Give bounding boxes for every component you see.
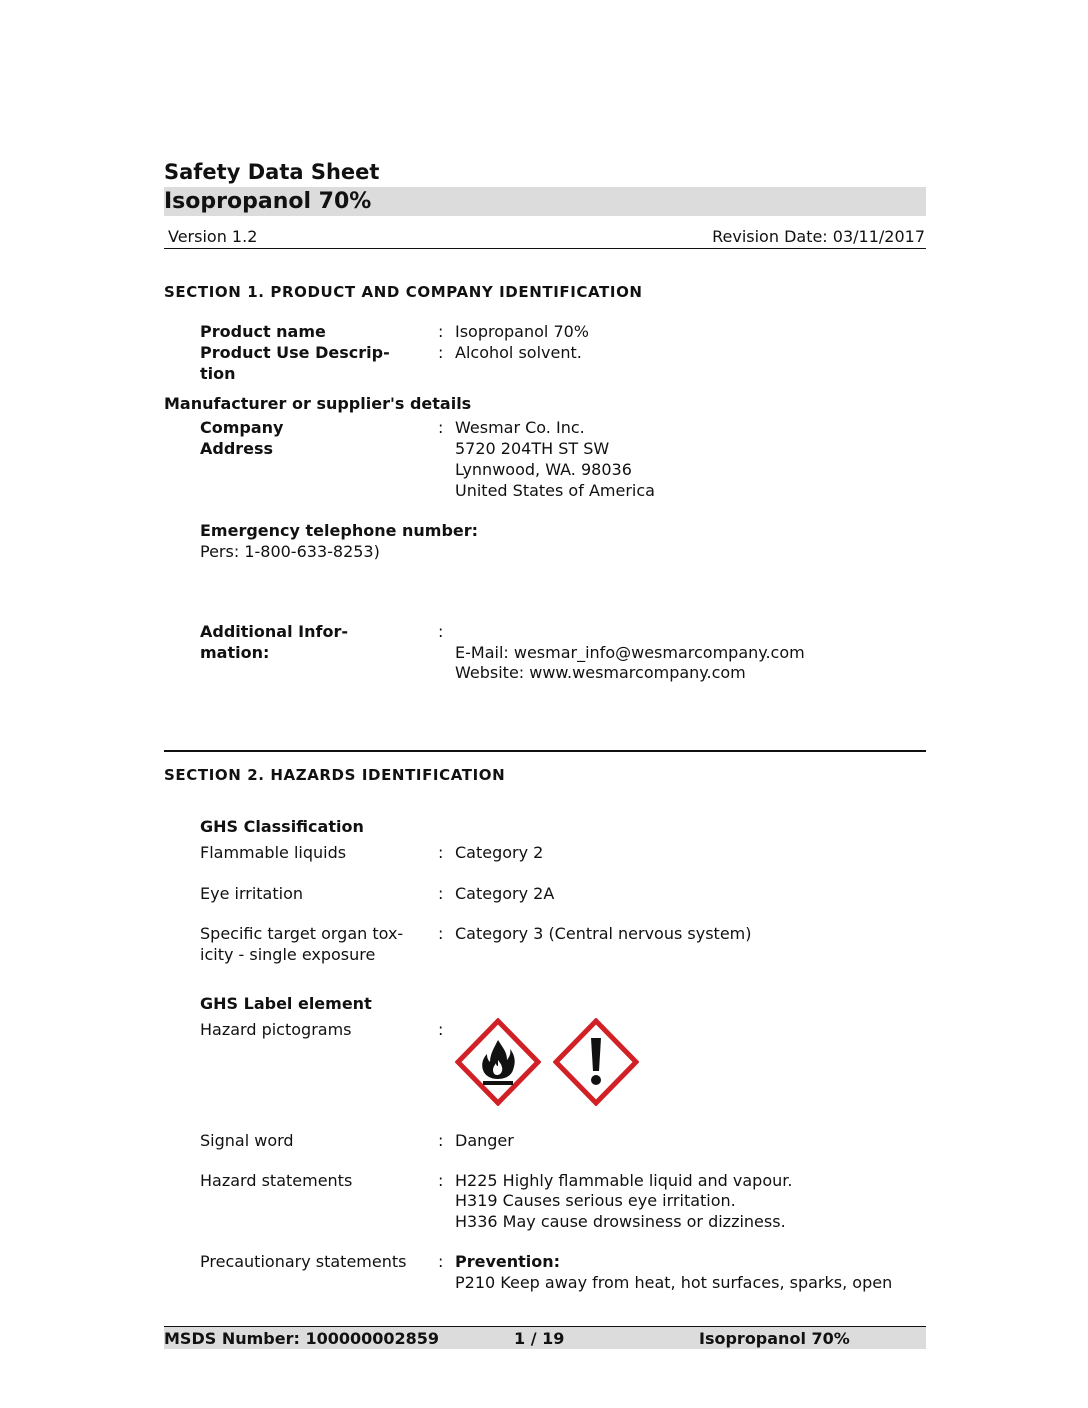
additional-info-label: Additional Infor- xyxy=(200,622,348,641)
product-use-value: Alcohol solvent. xyxy=(455,343,582,362)
p210-statement: P210 Keep away from heat, hot surfaces, sparks, open xyxy=(455,1273,893,1292)
section-divider xyxy=(164,750,926,752)
product-title: Isopropanol 70% xyxy=(164,189,372,214)
address-line: United States of America xyxy=(455,481,655,500)
signal-word-value: Danger xyxy=(455,1131,514,1150)
section2-heading: SECTION 2. HAZARDS IDENTIFICATION xyxy=(164,766,506,784)
additional-info-label-cont: mation: xyxy=(200,643,270,662)
colon: : xyxy=(438,884,444,903)
company-value: Wesmar Co. Inc. xyxy=(455,418,585,437)
flame-pictogram-icon xyxy=(455,1018,541,1106)
hazard-statements-label: Hazard statements xyxy=(200,1171,353,1190)
emergency-label: Emergency telephone number: xyxy=(200,521,479,540)
footer-product: Isopropanol 70% xyxy=(699,1329,850,1348)
product-title-bar xyxy=(164,187,926,216)
doc-title: Safety Data Sheet xyxy=(164,160,380,184)
hazard-statement: H336 May cause drowsiness or dizziness. xyxy=(455,1212,786,1231)
page-number: 1 / 19 xyxy=(514,1329,565,1348)
ghs-label-element-heading: GHS Label element xyxy=(200,994,372,1013)
flammable-label: Flammable liquids xyxy=(200,843,347,862)
hazard-statement: H319 Causes serious eye irritation. xyxy=(455,1191,736,1210)
colon: : xyxy=(438,322,444,341)
stot-value: Category 3 (Central nervous system) xyxy=(455,924,752,943)
stot-label: Specific target organ tox- xyxy=(200,924,404,943)
manufacturer-heading: Manufacturer or supplier's details xyxy=(164,394,472,413)
stot-label-cont: icity - single exposure xyxy=(200,945,376,964)
revision-date: Revision Date: 03/11/2017 xyxy=(712,227,925,246)
colon: : xyxy=(438,924,444,943)
product-name-value: Isopropanol 70% xyxy=(455,322,589,341)
header-divider xyxy=(164,248,926,249)
signal-word-label: Signal word xyxy=(200,1131,294,1150)
colon: : xyxy=(438,622,444,641)
emergency-phone: Pers: 1-800-633-8253) xyxy=(200,542,380,561)
address-label: Address xyxy=(200,439,274,458)
colon: : xyxy=(438,343,444,362)
company-label: Company xyxy=(200,418,284,437)
colon: : xyxy=(438,418,444,437)
product-use-label: Product Use Descrip- xyxy=(200,343,390,362)
product-use-label-cont: tion xyxy=(200,364,236,383)
prevention-heading: Prevention: xyxy=(455,1252,561,1271)
colon: : xyxy=(438,1020,444,1039)
flammable-value: Category 2 xyxy=(455,843,544,862)
hazard-statement: H225 Highly flammable liquid and vapour. xyxy=(455,1171,793,1190)
website-text: Website: www.wesmarcompany.com xyxy=(455,663,746,682)
colon: : xyxy=(438,843,444,862)
ghs-classification-heading: GHS Classification xyxy=(200,817,364,836)
address-line: 5720 204TH ST SW xyxy=(455,439,610,458)
product-name-label: Product name xyxy=(200,322,326,341)
precautionary-label: Precautionary statements xyxy=(200,1252,407,1271)
eye-irritation-label: Eye irritation xyxy=(200,884,303,903)
eye-irritation-value: Category 2A xyxy=(455,884,555,903)
colon: : xyxy=(438,1252,444,1271)
version-text: Version 1.2 xyxy=(168,227,258,246)
msds-number: MSDS Number: 100000002859 xyxy=(164,1329,440,1348)
section1-heading: SECTION 1. PRODUCT AND COMPANY IDENTIFICATION xyxy=(164,283,643,301)
colon: : xyxy=(438,1171,444,1190)
colon: : xyxy=(438,1131,444,1150)
exclamation-pictogram-icon xyxy=(553,1018,639,1106)
email-text: E-Mail: wesmar_info@wesmarcompany.com xyxy=(455,643,805,662)
pictograms-label: Hazard pictograms xyxy=(200,1020,352,1039)
address-line: Lynnwood, WA. 98036 xyxy=(455,460,632,479)
page-footer xyxy=(164,1326,926,1349)
